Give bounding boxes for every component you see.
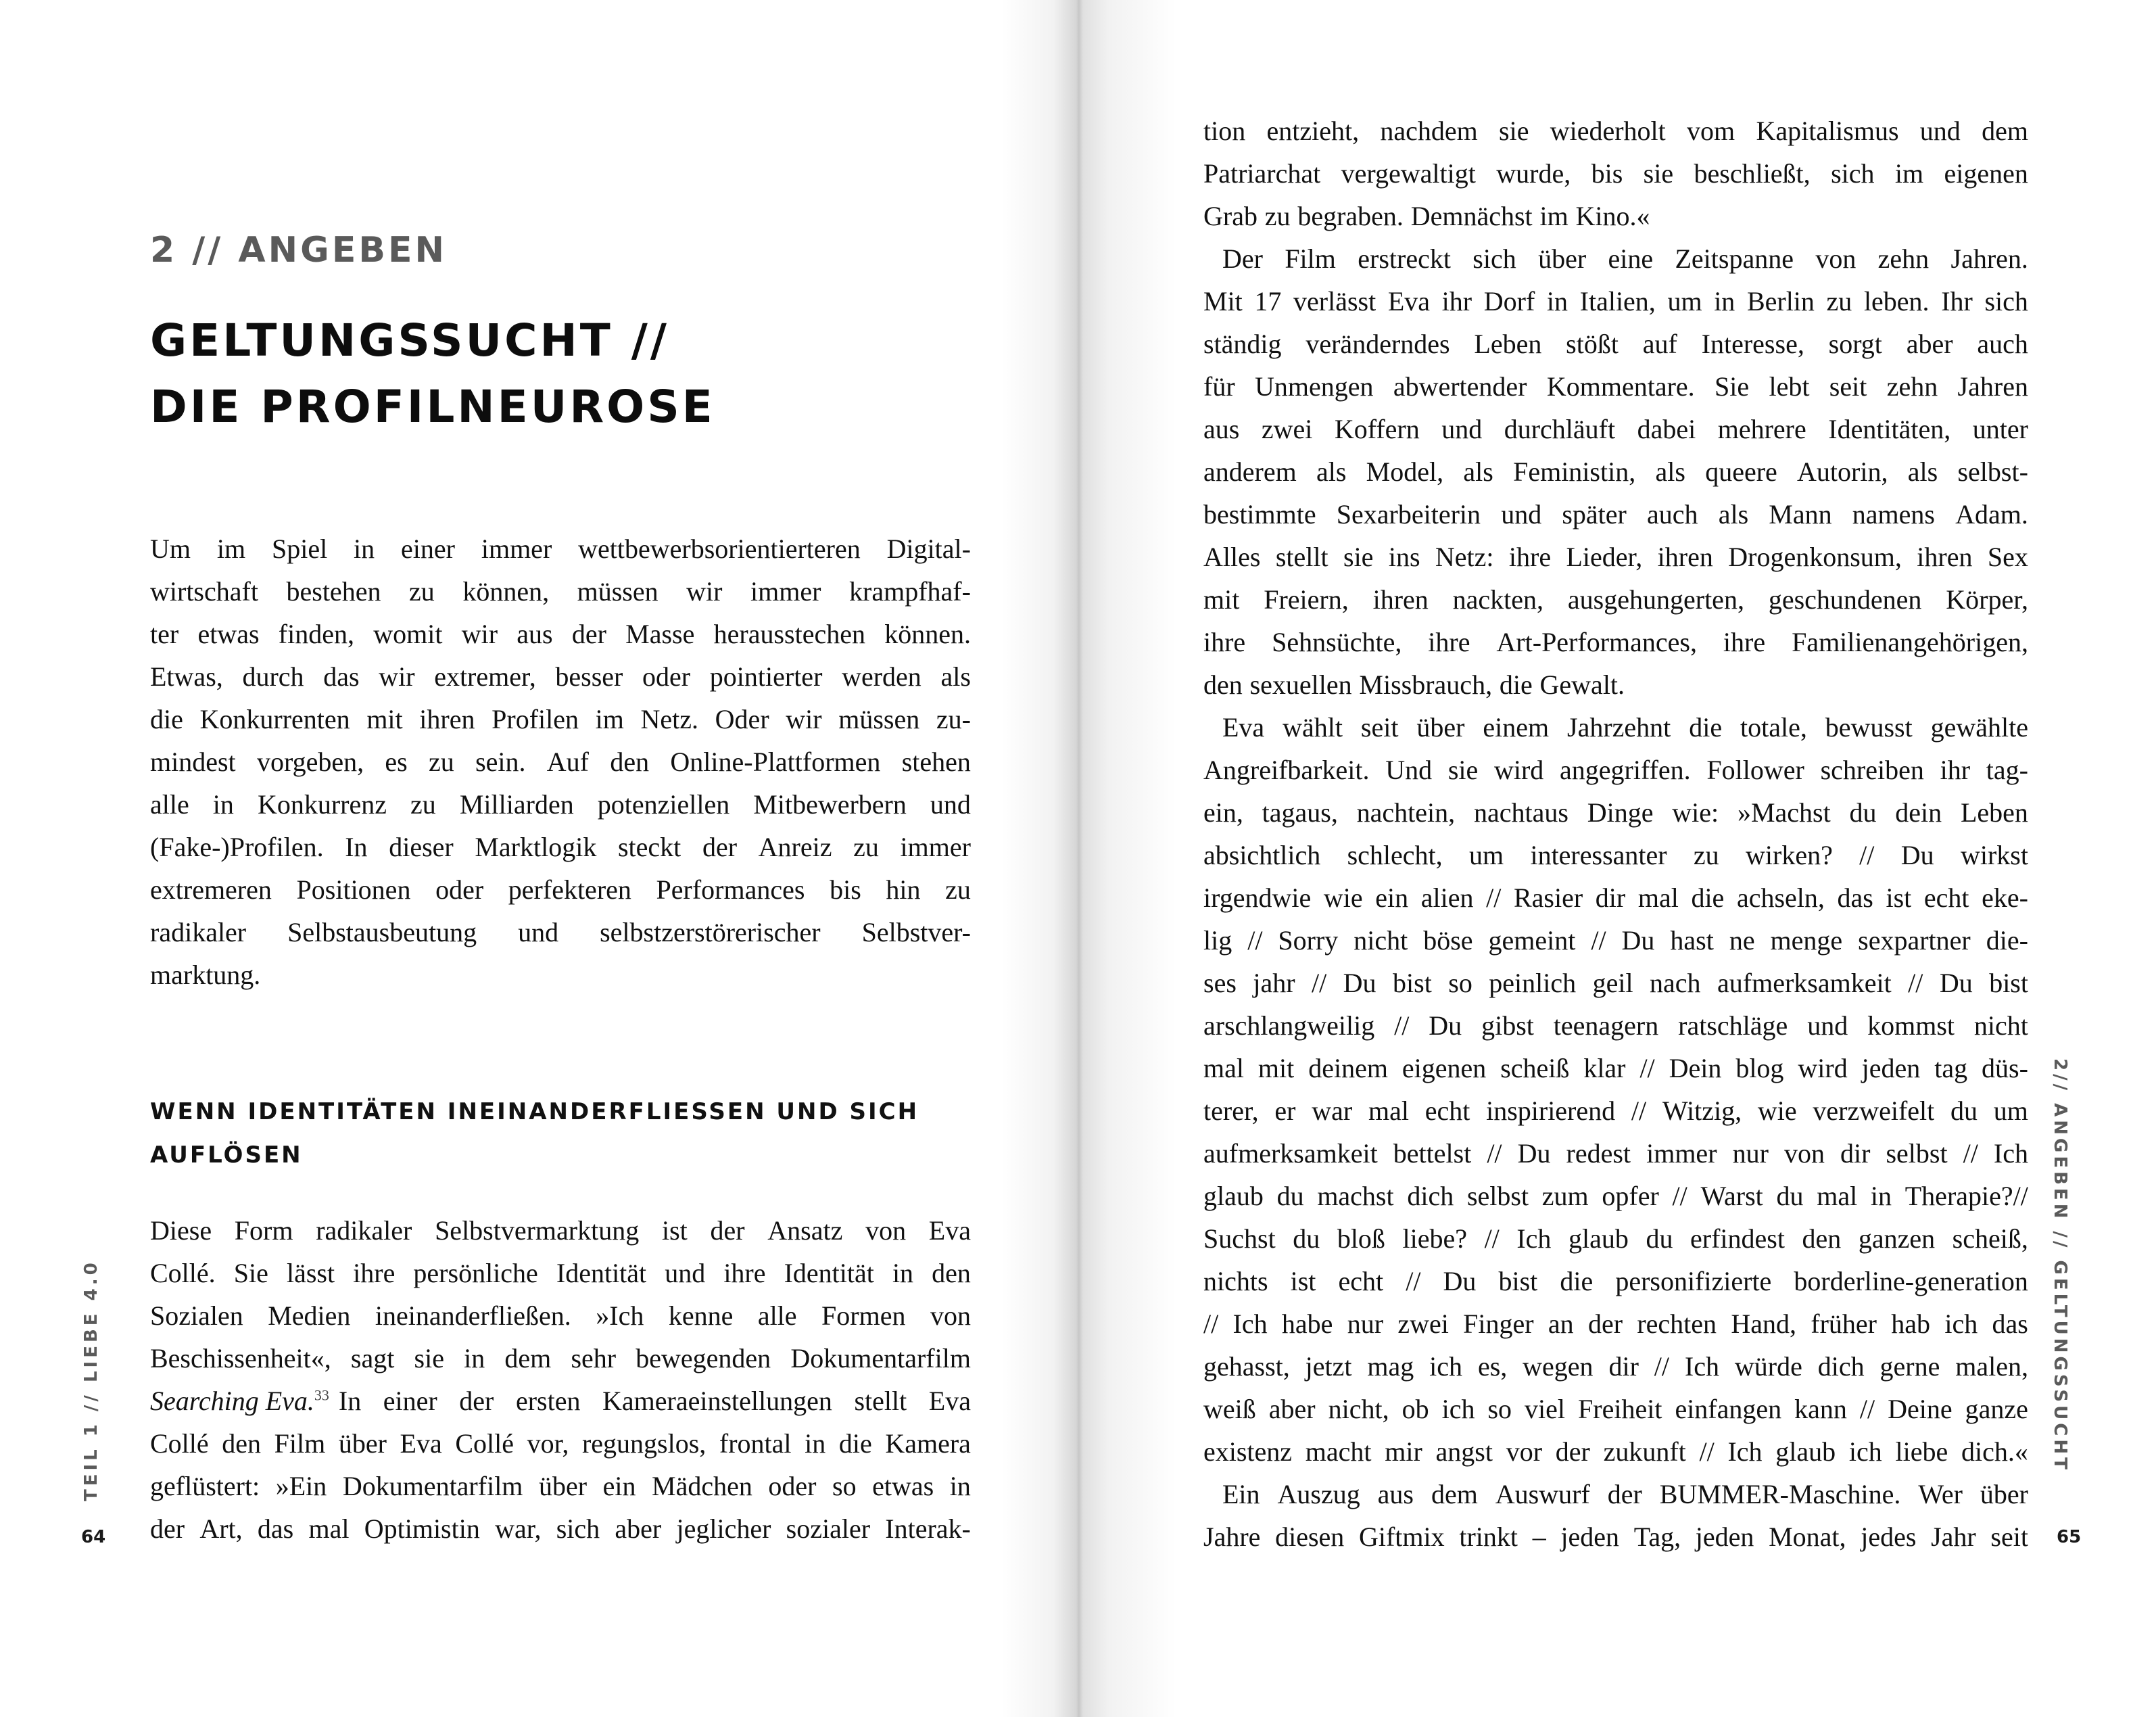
chapter-headline — [150, 308, 715, 440]
text-line: Sozialen Medien ineinanderfließen. »Ich kenne alle Formen von — [150, 1300, 971, 1331]
text-line: aus zwei Koffern und durchläuft dabei mehrere Identitäten, unter — [1203, 414, 2028, 444]
text-line: den sexuellen Missbrauch, die Gewalt. — [1203, 669, 1625, 700]
text-line: extremeren Positionen oder perfekteren Performances bis hin zu — [150, 874, 971, 905]
paragraph-eva-colle — [150, 1209, 971, 1550]
text-line: ter etwas finden, womit wir aus der Masse herausstechen können. — [150, 619, 971, 649]
text-line: existenz macht mir angst vor der zukunft // Ich glaub ich liebe dich.« — [1203, 1436, 2028, 1467]
chapter-label: 2 // ANGEBEN — [150, 230, 448, 271]
subheading-line: WENN IDENTITÄTEN INEINANDERFLIESSEN UND SICH — [150, 1098, 919, 1125]
text-line: marktung. — [150, 960, 261, 990]
text-line: die Konkurrenten mit ihren Profilen im Netz. Oder wir müssen zu- — [150, 704, 971, 734]
text-line: Etwas, durch das wir extremer, besser oder pointierter werden als — [150, 661, 971, 692]
text-line: mindest vorgeben, es zu sein. Auf den Online-Plattformen stehen — [150, 747, 971, 777]
text-line: alle in Konkurrenz zu Milliarden potenziellen Mitbewerbern und — [150, 789, 971, 820]
text-line: Alles stellt sie ins Netz: ihre Lieder, ihren Drogenkonsum, ihren Sex — [1203, 542, 2028, 572]
paragraph-intro — [150, 527, 971, 996]
text-line: irgendwie wie ein alien // Rasier dir mal die achseln, das ist echt eke- — [1203, 883, 2028, 913]
page-number-left: 64 — [81, 1527, 106, 1547]
text-line: für Unmengen abwertender Kommentare. Sie lebt seit zehn Jahren — [1203, 371, 2028, 402]
text-line: ein, tagaus, nachtein, nachtaus Dinge wie: »Machst du dein Leben — [1203, 797, 2028, 828]
text-line: radikaler Selbstausbeutung und selbstzerstörerischer Selbstver- — [150, 917, 971, 947]
text-line: Der Film erstreckt sich über eine Zeitspanne von zehn Jahren. — [1222, 243, 2028, 274]
footnote-marker[interactable]: 33 — [314, 1386, 329, 1404]
text-line: Jahre diesen Giftmix trinkt – jeden Tag, jeden Monat, jedes Jahr seit — [1203, 1522, 2028, 1552]
text-line: Searching Eva.$^{33}$ In einer der ersten Kameraeinstellungen stellt Eva — [150, 1386, 971, 1416]
text-line: gehasst, jetzt mag ich es, wegen dir // Ich würde dich gerne malen, — [1203, 1351, 2028, 1382]
subheading-line: AUFLÖSEN — [150, 1142, 303, 1169]
running-head-right: 2// ANGEBEN // GELTUNGSSUCHT — [2050, 1058, 2070, 1473]
text-line: Mit 17 verlässt Eva ihr Dorf in Italien, um in Berlin zu leben. Ihr sich — [1203, 286, 2028, 316]
text-line: mit Freiern, ihren nackten, ausgehungerten, geschundenen Körper, — [1203, 584, 2028, 615]
text-line: Collé den Film über Eva Collé vor, regungslos, frontal in die Kamera — [150, 1428, 971, 1459]
text-line: Beschissenheit«, sagt sie in dem sehr bewegenden Dokumentarfilm — [150, 1343, 971, 1373]
text-line: Suchst du bloß liebe? // Ich glaub du erfindest den ganzen scheiß, — [1203, 1223, 2028, 1254]
text-line: arschlangweilig // Du gibst teenagern ratschläge und kommst nicht — [1203, 1010, 2028, 1041]
text-line: geflüstert: »Ein Dokumentarfilm über ein Mädchen oder so etwas in — [150, 1471, 971, 1501]
text-line: Diese Form radikaler Selbstvermarktung ist der Ansatz von Eva — [150, 1215, 971, 1246]
text-line: Collé. Sie lässt ihre persönliche Identität und ihre Identität in den — [150, 1258, 971, 1288]
text-line: Grab zu begraben. Demnächst im Kino.« — [1203, 201, 1650, 231]
text-line: ses jahr // Du bist so peinlich geil nach aufmerksamkeit // Du bist — [1203, 968, 2028, 998]
book-gutter-shadow — [1001, 0, 1176, 1717]
text-line: Eva wählt seit über einem Jahrzehnt die totale, bewusst gewählte — [1222, 712, 2028, 743]
text-line: glaub du machst dich selbst zum opfer // Warst du mal in Therapie?// — [1203, 1181, 2028, 1211]
text-line: weiß aber nicht, ob ich so viel Freiheit einfangen kann // Deine ganze — [1203, 1394, 2028, 1424]
text-line: ihre Sehnsüchte, ihre Art-Performances, ihre Familienangehörigen, — [1203, 627, 2028, 657]
text-line: ständig veränderndes Leben stößt auf Interesse, sorgt aber auch — [1203, 329, 2028, 359]
text-line: der Art, das mal Optimistin war, sich aber jeglicher sozialer Interak- — [150, 1513, 971, 1544]
text-line: nichts ist echt // Du bist die personifizierte borderline-generation — [1203, 1266, 2028, 1296]
text-line: anderem als Model, als Feministin, als queere Autorin, als selbst- — [1203, 456, 2028, 487]
page-number-right: 65 — [2057, 1527, 2082, 1547]
text-line: bestimmte Sexarbeiterin und später auch als Mann namens Adam. — [1203, 499, 2028, 530]
text-line: absichtlich schlecht, um interessanter zu wirken? // Du wirkst — [1203, 840, 2028, 870]
text-line: lig // Sorry nicht böse gemeint // Du hast ne menge sexpartner die- — [1203, 925, 2028, 956]
text-line: mal mit deinem eigenen scheiß klar // Dein blog wird jeden tag düs- — [1203, 1053, 2028, 1083]
text-line: Angreifbarkeit. Und sie wird angegriffen. Follower schreiben ihr tag- — [1203, 755, 2028, 785]
running-head-left: TEIL 1 // LIEBE 4.0 — [81, 1259, 101, 1501]
text-line: Ein Auszug aus dem Auswurf der BUMMER-Maschine. Wer über — [1222, 1479, 2028, 1509]
section-subheading — [150, 1090, 995, 1177]
film-title: Searching Eva. — [150, 1386, 314, 1416]
text-line: aufmerksamkeit bettelst // Du redest immer nur von dir selbst // Ich — [1203, 1138, 2028, 1169]
text-line: Patriarchat vergewaltigt wurde, bis sie beschließt, sich im eigenen — [1203, 158, 2028, 189]
text-line: wirtschaft bestehen zu können, müssen wir immer krampfhaf- — [150, 576, 971, 607]
headline-line: GELTUNGSSUCHT // — [150, 314, 669, 367]
text-line: Um im Spiel in einer immer wettbewerbsorientierteren Digital- — [150, 534, 971, 564]
text-line: tion entzieht, nachdem sie wiederholt vom Kapitalismus und dem — [1203, 116, 2028, 146]
text-line: // Ich habe nur zwei Finger an der rechten Hand, früher hab ich das — [1203, 1309, 2028, 1339]
text-line: terer, er war mal echt inspirierend // Witzig, wie verzweifelt du um — [1203, 1096, 2028, 1126]
text-line: (Fake-)Profilen. In dieser Marktlogik steckt der Anreiz zu immer — [150, 832, 971, 862]
right-page-text — [1203, 110, 2028, 1558]
headline-line: DIE PROFILNEUROSE — [150, 381, 715, 433]
